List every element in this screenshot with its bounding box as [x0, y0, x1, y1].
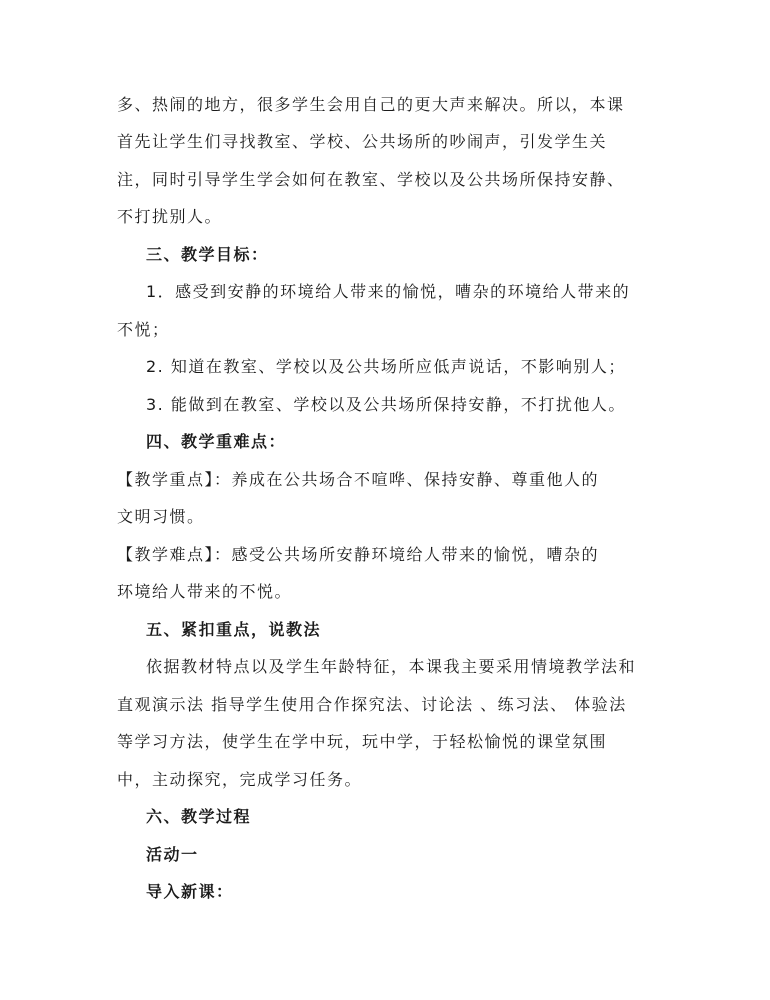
- key-point-line-2: 文明习惯。: [117, 507, 205, 526]
- methods-line-4: 中，主动探究，完成学习任务。: [117, 770, 363, 789]
- methods-line-3: 等学习方法，使学生在学中玩，玩中学，于轻松愉悦的课堂氛围: [117, 732, 608, 751]
- goal-item-3: 3. 能做到在教室、学校以及公共场所保持安静，不打扰他人。: [146, 395, 626, 414]
- heading-teaching-goals: 三、教学目标：: [146, 245, 269, 264]
- paragraph-line-3: 注，同时引导学生学会如何在教室、学校以及公共场所保持安静、: [117, 170, 625, 189]
- activity-one-label: 活动一: [146, 845, 199, 864]
- difficult-point-line-1: 【教学难点】：感受公共场所安静环境给人带来的愉悦，嘈杂的: [117, 545, 600, 564]
- goal-item-1: 1．感受到安静的环境给人带来的愉悦，嘈杂的环境给人带来的: [146, 282, 631, 301]
- heading-key-difficult-points: 四、教学重难点：: [146, 432, 287, 451]
- paragraph-line-2: 首先让学生们寻找教室、学校、公共场所的吵闹声，引发学生关: [117, 132, 608, 151]
- goal-item-2: 2. 知道在教室、学校以及公共场所应低声说话，不影响别人；: [146, 357, 626, 376]
- methods-line-1: 依据教材特点以及学生年龄特征，本课我主要采用情境教学法和: [146, 657, 637, 676]
- heading-teaching-process: 六、教学过程: [146, 807, 252, 826]
- paragraph-line-4: 不打扰别人。: [117, 207, 223, 226]
- paragraph-line-1: 多、热闹的地方，很多学生会用自己的更大声来解决。所以，本课: [117, 95, 625, 114]
- methods-line-2: 直观演示法 指导学生使用合作探究法、讨论法 、练习法、 体验法: [117, 695, 627, 714]
- goal-item-1-continued: 不悦；: [117, 320, 170, 339]
- key-point-line-1: 【教学重点】：养成在公共场合不喧哗、保持安静、尊重他人的: [117, 470, 600, 489]
- heading-teaching-methods: 五、紧扣重点，说教法: [146, 620, 322, 639]
- difficult-point-line-2: 环境给人带来的不悦。: [117, 582, 293, 601]
- intro-new-lesson-label: 导入新课：: [146, 882, 234, 901]
